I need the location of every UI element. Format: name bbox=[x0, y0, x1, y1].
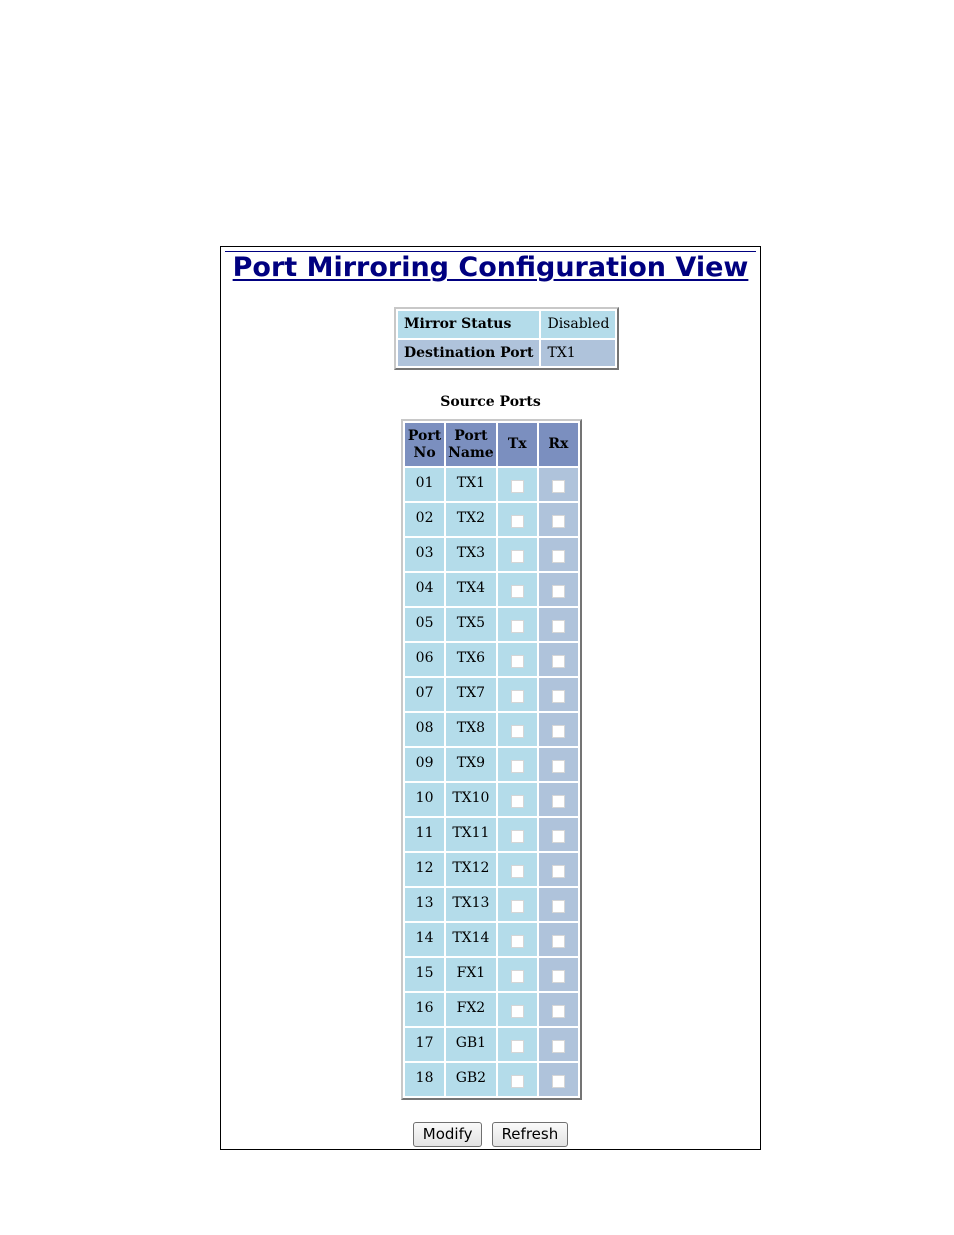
rx-cell bbox=[539, 923, 578, 956]
tx-checkbox[interactable] bbox=[511, 550, 524, 563]
tx-cell bbox=[498, 1063, 537, 1096]
port-no: 09 bbox=[415, 754, 434, 771]
port-no: 03 bbox=[415, 544, 434, 561]
rx-cell bbox=[539, 503, 578, 536]
table-row bbox=[405, 923, 578, 956]
port-name: TX14 bbox=[452, 929, 490, 946]
tx-checkbox[interactable] bbox=[511, 795, 524, 808]
rx-cell bbox=[539, 608, 578, 641]
port-name-cell bbox=[446, 678, 495, 711]
tx-cell bbox=[498, 468, 537, 501]
rx-checkbox[interactable] bbox=[552, 515, 565, 528]
port-name-cell bbox=[446, 643, 495, 676]
rx-cell bbox=[539, 643, 578, 676]
port-name-cell bbox=[446, 748, 495, 781]
tx-checkbox[interactable] bbox=[511, 865, 524, 878]
header-port-name bbox=[446, 423, 495, 466]
port-no-cell bbox=[405, 1063, 444, 1096]
source-ports-caption: Source Ports bbox=[440, 394, 541, 410]
port-no: 07 bbox=[415, 684, 434, 701]
header-port-no bbox=[405, 423, 444, 466]
tx-cell bbox=[498, 853, 537, 886]
mirror-status-value: Disabled bbox=[541, 311, 615, 338]
port-no: 16 bbox=[415, 999, 434, 1016]
rx-cell bbox=[539, 993, 578, 1026]
tx-checkbox[interactable] bbox=[511, 690, 524, 703]
port-no: 11 bbox=[415, 824, 434, 841]
port-no-cell bbox=[405, 888, 444, 921]
port-no-cell bbox=[405, 468, 444, 501]
port-name-cell bbox=[446, 713, 495, 746]
rx-checkbox[interactable] bbox=[552, 935, 565, 948]
table-row bbox=[405, 1028, 578, 1061]
port-name: TX8 bbox=[456, 719, 486, 736]
header-tx: Tx bbox=[498, 423, 537, 466]
tx-checkbox[interactable] bbox=[511, 900, 524, 913]
tx-checkbox[interactable] bbox=[511, 970, 524, 983]
source-ports-table bbox=[401, 419, 582, 1100]
port-no-cell bbox=[405, 818, 444, 851]
rx-checkbox[interactable] bbox=[552, 1075, 565, 1088]
port-name: TX4 bbox=[456, 579, 486, 596]
port-name: TX12 bbox=[452, 859, 490, 876]
port-no: 04 bbox=[415, 579, 434, 596]
port-no: 05 bbox=[415, 614, 434, 631]
source-ports-header-row bbox=[405, 423, 578, 466]
port-name: TX2 bbox=[456, 509, 486, 526]
port-no-cell bbox=[405, 503, 444, 536]
port-name: TX13 bbox=[452, 894, 490, 911]
destination-port-label: Destination Port bbox=[398, 340, 539, 367]
modify-button[interactable]: Modify bbox=[413, 1122, 483, 1147]
config-panel bbox=[220, 246, 761, 1150]
port-name-cell bbox=[446, 608, 495, 641]
tx-cell bbox=[498, 1028, 537, 1061]
port-no: 12 bbox=[415, 859, 434, 876]
rx-cell bbox=[539, 538, 578, 571]
tx-cell bbox=[498, 993, 537, 1026]
port-no: 15 bbox=[415, 964, 434, 981]
port-no-cell bbox=[405, 678, 444, 711]
rx-checkbox[interactable] bbox=[552, 690, 565, 703]
rx-cell bbox=[539, 1063, 578, 1096]
rx-checkbox[interactable] bbox=[552, 900, 565, 913]
rx-cell bbox=[539, 958, 578, 991]
port-name-cell bbox=[446, 853, 495, 886]
port-name: FX2 bbox=[456, 999, 486, 1016]
tx-cell bbox=[498, 643, 537, 676]
tx-cell bbox=[498, 678, 537, 711]
tx-cell bbox=[498, 573, 537, 606]
port-no: 10 bbox=[415, 789, 434, 806]
rx-checkbox[interactable] bbox=[552, 620, 565, 633]
port-name: TX11 bbox=[452, 824, 490, 841]
tx-checkbox[interactable] bbox=[511, 585, 524, 598]
port-name-cell bbox=[446, 1028, 495, 1061]
port-no-cell bbox=[405, 748, 444, 781]
tx-cell bbox=[498, 538, 537, 571]
port-name-cell bbox=[446, 573, 495, 606]
rx-cell bbox=[539, 468, 578, 501]
table-row bbox=[405, 573, 578, 606]
port-no: 13 bbox=[415, 894, 434, 911]
port-name: TX7 bbox=[456, 684, 486, 701]
rx-checkbox[interactable] bbox=[552, 550, 565, 563]
mirror-status-table bbox=[394, 307, 619, 370]
port-name: TX9 bbox=[456, 754, 486, 771]
table-row bbox=[405, 643, 578, 676]
port-name: FX1 bbox=[456, 964, 486, 981]
tx-checkbox[interactable] bbox=[511, 760, 524, 773]
destination-port-value: TX1 bbox=[541, 340, 615, 367]
port-no-cell bbox=[405, 958, 444, 991]
port-no: 02 bbox=[415, 509, 434, 526]
tx-cell bbox=[498, 748, 537, 781]
rx-checkbox[interactable] bbox=[552, 480, 565, 493]
table-row bbox=[405, 468, 578, 501]
table-row bbox=[405, 1063, 578, 1096]
rx-cell bbox=[539, 573, 578, 606]
table-row bbox=[405, 748, 578, 781]
table-row bbox=[405, 958, 578, 991]
port-name: TX3 bbox=[456, 544, 486, 561]
tx-cell bbox=[498, 783, 537, 816]
rx-checkbox[interactable] bbox=[552, 585, 565, 598]
port-name: TX5 bbox=[456, 614, 486, 631]
table-row bbox=[405, 853, 578, 886]
rx-checkbox[interactable] bbox=[552, 1040, 565, 1053]
tx-checkbox[interactable] bbox=[511, 515, 524, 528]
port-name: GB2 bbox=[455, 1069, 487, 1086]
tx-cell bbox=[498, 713, 537, 746]
tx-checkbox[interactable] bbox=[511, 480, 524, 493]
rx-cell bbox=[539, 888, 578, 921]
port-name-cell bbox=[446, 538, 495, 571]
port-name: GB1 bbox=[455, 1034, 487, 1051]
tx-checkbox[interactable] bbox=[511, 655, 524, 668]
tx-checkbox[interactable] bbox=[511, 935, 524, 948]
tx-cell bbox=[498, 958, 537, 991]
tx-checkbox[interactable] bbox=[511, 620, 524, 633]
rx-cell bbox=[539, 1028, 578, 1061]
tx-checkbox[interactable] bbox=[511, 1005, 524, 1018]
rx-cell bbox=[539, 678, 578, 711]
table-row bbox=[405, 993, 578, 1026]
table-row bbox=[405, 783, 578, 816]
tx-checkbox[interactable] bbox=[511, 1075, 524, 1088]
table-row bbox=[405, 713, 578, 746]
port-no-cell bbox=[405, 608, 444, 641]
port-no: 14 bbox=[415, 929, 434, 946]
port-name-cell bbox=[446, 783, 495, 816]
port-no-cell bbox=[405, 713, 444, 746]
port-no-cell bbox=[405, 783, 444, 816]
port-name-cell bbox=[446, 468, 495, 501]
rx-checkbox[interactable] bbox=[552, 725, 565, 738]
tx-cell bbox=[498, 888, 537, 921]
refresh-button[interactable]: Refresh bbox=[492, 1122, 569, 1147]
port-no: 08 bbox=[415, 719, 434, 736]
port-no: 17 bbox=[415, 1034, 434, 1051]
port-name: TX6 bbox=[456, 649, 486, 666]
table-row bbox=[405, 818, 578, 851]
button-bar bbox=[221, 1122, 760, 1147]
port-no: 01 bbox=[415, 474, 434, 491]
mirror-status-row bbox=[398, 311, 615, 338]
table-row bbox=[405, 538, 578, 571]
port-name-cell bbox=[446, 503, 495, 536]
table-row bbox=[405, 678, 578, 711]
port-name-cell bbox=[446, 958, 495, 991]
source-ports-body bbox=[405, 468, 578, 1096]
rx-checkbox[interactable] bbox=[552, 830, 565, 843]
port-no-cell bbox=[405, 1028, 444, 1061]
rx-checkbox[interactable] bbox=[552, 655, 565, 668]
port-name: TX1 bbox=[456, 474, 486, 491]
port-no-cell bbox=[405, 573, 444, 606]
port-name-cell bbox=[446, 888, 495, 921]
rx-cell bbox=[539, 783, 578, 816]
tx-checkbox[interactable] bbox=[511, 830, 524, 843]
rx-cell bbox=[539, 853, 578, 886]
destination-port-row bbox=[398, 340, 615, 367]
table-row bbox=[405, 608, 578, 641]
port-no-cell bbox=[405, 853, 444, 886]
page-title: Port Mirroring Configuration View bbox=[225, 251, 756, 284]
rx-checkbox[interactable] bbox=[552, 865, 565, 878]
port-no-cell bbox=[405, 923, 444, 956]
mirror-status-label: Mirror Status bbox=[398, 311, 539, 338]
table-row bbox=[405, 888, 578, 921]
port-name-cell bbox=[446, 993, 495, 1026]
port-name-cell bbox=[446, 818, 495, 851]
port-no-cell bbox=[405, 993, 444, 1026]
tx-cell bbox=[498, 608, 537, 641]
port-name: TX10 bbox=[452, 789, 490, 806]
port-no: 18 bbox=[415, 1069, 434, 1086]
table-row bbox=[405, 503, 578, 536]
port-name-cell bbox=[446, 1063, 495, 1096]
header-port-no-line2: No bbox=[413, 444, 436, 461]
header-rx: Rx bbox=[539, 423, 578, 466]
port-no: 06 bbox=[415, 649, 434, 666]
port-no-cell bbox=[405, 538, 444, 571]
rx-checkbox[interactable] bbox=[552, 970, 565, 983]
port-no-cell bbox=[405, 643, 444, 676]
tx-checkbox[interactable] bbox=[511, 1040, 524, 1053]
tx-cell bbox=[498, 923, 537, 956]
rx-cell bbox=[539, 818, 578, 851]
port-name-cell bbox=[446, 923, 495, 956]
rx-checkbox[interactable] bbox=[552, 795, 565, 808]
rx-cell bbox=[539, 713, 578, 746]
rx-checkbox[interactable] bbox=[552, 760, 565, 773]
header-port-no-line1: Port bbox=[407, 427, 442, 444]
tx-checkbox[interactable] bbox=[511, 725, 524, 738]
tx-cell bbox=[498, 503, 537, 536]
rx-cell bbox=[539, 748, 578, 781]
tx-cell bbox=[498, 818, 537, 851]
header-port-name-line2: Name bbox=[448, 444, 494, 461]
header-port-name-line1: Port bbox=[454, 427, 488, 444]
rx-checkbox[interactable] bbox=[552, 1005, 565, 1018]
